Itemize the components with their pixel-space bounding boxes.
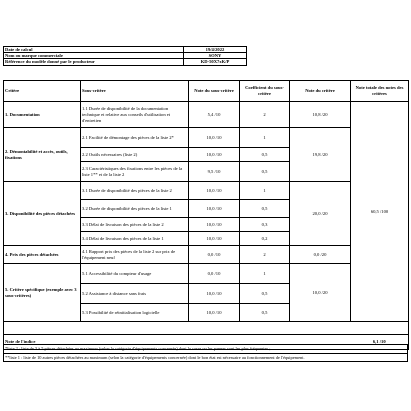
subcriterion-label: 3.3 Délai de livraison des pièces de la liste 2 — [81, 218, 189, 232]
header-subcriteria: Sous-critère — [81, 81, 189, 102]
info-label: Référence du modèle donné par le producteur — [4, 59, 184, 65]
subcriterion-coef: 2 — [240, 246, 290, 264]
subcriterion-coef: 1 — [240, 128, 290, 148]
subcriterion-coef: 1 — [240, 264, 290, 284]
subcriterion-coef: 0,5 — [240, 304, 290, 322]
criteria-table — [3, 80, 409, 350]
subcriterion-label: 2.1 Facilité de démontage des pièces de la liste 2* — [81, 128, 189, 148]
total-score: 60,5 /100 — [351, 102, 409, 322]
subcriterion-label: 3.1 Durée de disponibilité des pièces de la liste 2 — [81, 182, 189, 200]
header-criteria: Critère — [4, 81, 81, 102]
subcriterion-label: 5.3 Possibilité de réinitialisation logicielle — [81, 304, 189, 322]
subcriterion-note: 10,0 /10 — [189, 304, 240, 322]
criterion-name: 3. Disponibilité des pièces détachées — [4, 182, 81, 246]
subcriterion-note: 10,0 /10 — [189, 182, 240, 200]
indice-label: Note de l'indice — [4, 335, 351, 350]
criterion-score: 10,0 /20 — [290, 264, 351, 322]
criterion-score: 10,8 /20 — [290, 102, 351, 128]
header-total: Note totale des notes des critères — [351, 81, 409, 102]
header-subscore: Note du sous-critère — [189, 81, 240, 102]
footnote-list-1: **liste 1 : liste de 10 autres pièces détachées au maximum (selon la catégorie d'équipements concernée) dont le bon état est nécessaire au fonctionnement de l'équipement. — [3, 354, 408, 363]
info-row-model — [4, 59, 247, 65]
subcriterion-label: 2.3 Caractéristiques des fixations entre les pièces de la liste 1** et de la liste 2 — [81, 162, 189, 182]
subcriterion-note: 10,0 /10 — [189, 284, 240, 304]
table-row — [4, 182, 409, 200]
criterion-name: 2. Démontabilité et accès, outils, fixations — [4, 128, 81, 182]
subcriterion-note: 9,5 /10 — [189, 162, 240, 182]
subcriterion-label: 5.2 Assistance à distance sans frais — [81, 284, 189, 304]
criterion-name: 1. Documentation — [4, 102, 81, 128]
table-row — [4, 264, 409, 284]
footnote-list-2: *liste 2 : liste de 3 à 5 pièces détachées au maximum (selon la catégorie d'équipements concernée) dont la casse ou les pannes sont les plus fréquentes ; — [3, 344, 408, 354]
info-label: Date de calcul — [4, 47, 184, 53]
header-score: Note du critère — [290, 81, 351, 102]
subcriterion-label: 3.2 Durée de disponibilité des pièces de la liste 1 — [81, 200, 189, 218]
table-row — [4, 246, 409, 264]
table-row — [4, 128, 409, 148]
subcriterion-coef: 0,5 — [240, 162, 290, 182]
subcriterion-note: 10,0 /10 — [189, 200, 240, 218]
criterion-name: 5. Critère spécifique (exemple avec 3 sous-critères) — [4, 264, 81, 322]
subcriterion-coef: 0,3 — [240, 218, 290, 232]
info-value: KD-50X7xK/P — [184, 59, 247, 65]
info-value: SONY — [184, 53, 247, 59]
subcriterion-note: 10,0 /10 — [189, 232, 240, 246]
subcriterion-coef: 0,5 — [240, 148, 290, 162]
subcriterion-note: 0,0 /10 — [189, 246, 240, 264]
table-row — [4, 102, 409, 128]
footnotes — [3, 344, 408, 362]
spacer-cell — [4, 322, 409, 335]
subcriterion-label: 3.4 Délai de livraison des pièces de la liste 1 — [81, 232, 189, 246]
subcriterion-note: 10,0 /10 — [189, 148, 240, 162]
subcriterion-label: 5.1 Accessibilité du compteur d'usage — [81, 264, 189, 284]
subcriterion-coef: 0,5 — [240, 284, 290, 304]
info-label: Nom ou marque commerciale — [4, 53, 184, 59]
header-coef: Coefficient du sous- critère — [240, 81, 290, 102]
table-header-row — [4, 81, 409, 102]
subcriterion-coef: 0,2 — [240, 232, 290, 246]
info-value: 19/4/2022 — [184, 47, 247, 53]
subcriterion-label: 1.1 Durée de disponibilité de la documentation technique et relative aux conseils d'utilisation et d'entretien — [81, 102, 189, 128]
criterion-name: 4. Prix des pièces détachées — [4, 246, 81, 264]
indice-value: 6,1 /10 — [351, 335, 409, 350]
subcriterion-note: 10,0 /10 — [189, 128, 240, 148]
repairability-index-document — [0, 46, 411, 364]
subcriterion-coef: 2 — [240, 102, 290, 128]
subcriterion-label: 4.1 Rapport prix des pièces de la liste 2 sur prix de l'équipement neuf — [81, 246, 189, 264]
subcriterion-label: 2.2 Outils nécessaires (liste 2) — [81, 148, 189, 162]
product-info-table — [3, 46, 247, 66]
criterion-score: 19,8 /20 — [290, 128, 351, 182]
subcriterion-note: 10,0 /10 — [189, 218, 240, 232]
spacer-row — [4, 322, 409, 335]
subcriterion-note: 0,0 /10 — [189, 264, 240, 284]
subcriterion-coef: 0,5 — [240, 200, 290, 218]
criterion-score: 20,0 /20 — [290, 182, 351, 246]
subcriterion-coef: 1 — [240, 182, 290, 200]
criterion-score: 0,0 /20 — [290, 246, 351, 264]
subcriterion-note: 5,4 /10 — [189, 102, 240, 128]
